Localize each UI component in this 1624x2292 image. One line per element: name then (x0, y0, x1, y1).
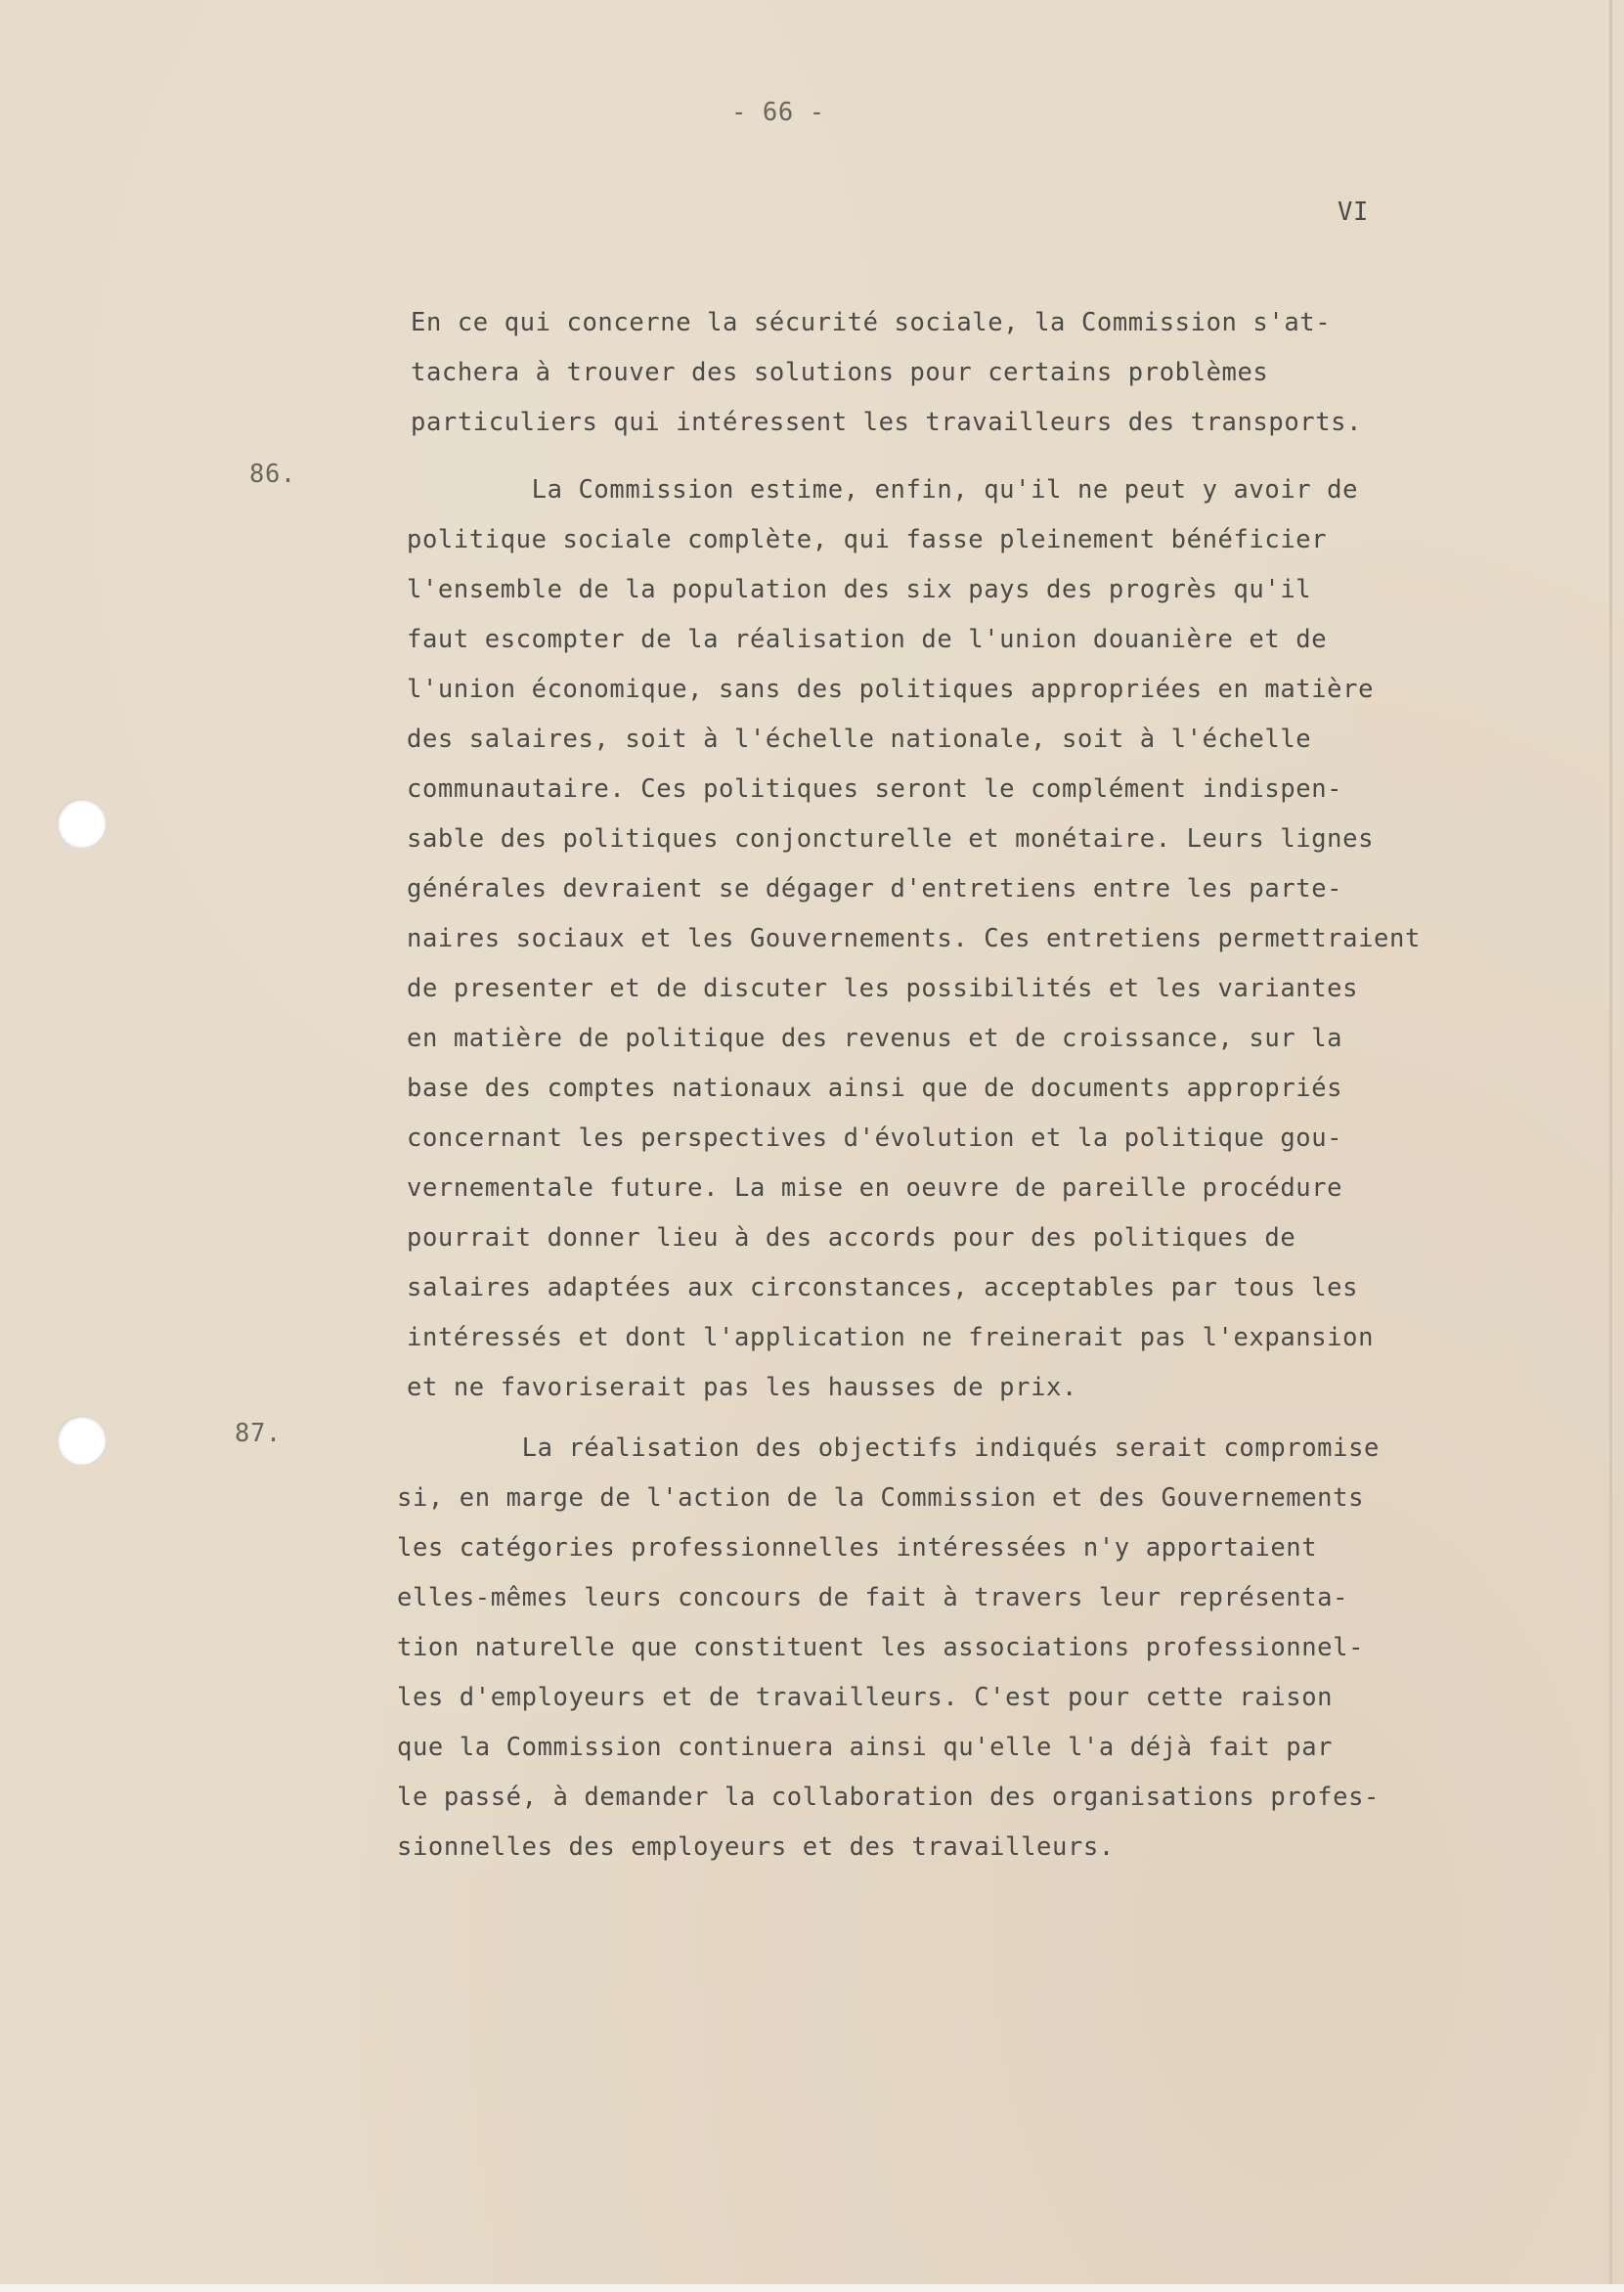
text-line: naires sociaux et les Gouvernements. Ces entretiens permettraient (407, 924, 1421, 953)
text-line: intéressés et dont l'application ne freinerait pas l'expansion (407, 1323, 1375, 1352)
text-line: sable des politiques conjoncturelle et monétaire. Leurs lignes (407, 824, 1375, 854)
text-line: générales devraient se dégager d'entretiens entre les parte- (407, 874, 1343, 904)
text-line: sionnelles des employeurs et des travailleurs. (397, 1832, 1115, 1862)
text-line: en matière de politique des revenus et de croissance, sur la (407, 1024, 1343, 1053)
text-line: La réalisation des objectifs indiqués serait compromise (397, 1433, 1380, 1463)
text-line: l'ensemble de la population des six pays des progrès qu'il (407, 575, 1312, 604)
paragraph-number-87: 87. (235, 1419, 282, 1448)
text-line: vernementale future. La mise en oeuvre de pareille procédure (407, 1173, 1343, 1203)
text-line: le passé, à demander la collaboration des organisations profes- (397, 1783, 1380, 1812)
text-line: des salaires, soit à l'échelle nationale, soit à l'échelle (407, 725, 1312, 754)
text-line: et ne favoriserait pas les hausses de prix. (407, 1373, 1077, 1402)
text-line: base des comptes nationaux ainsi que de documents appropriés (407, 1074, 1343, 1103)
text-line: En ce qui concerne la sécurité sociale, la Commission s'at- (411, 308, 1332, 337)
text-line: l'union économique, sans des politiques appropriées en matière (407, 675, 1375, 704)
section-mark: VI (1338, 198, 1369, 227)
text-line: si, en marge de l'action de la Commission et des Gouvernements (397, 1483, 1365, 1513)
text-line: concernant les perspectives d'évolution et la politique gou- (407, 1124, 1343, 1153)
text-line: particuliers qui intéressent les travailleurs des transports. (411, 408, 1363, 437)
text-line: tion naturelle que constituent les associations professionnel- (397, 1633, 1365, 1662)
text-line: La Commission estime, enfin, qu'il ne peut y avoir de (407, 475, 1359, 505)
punch-hole-top (57, 799, 106, 848)
text-line: que la Commission continuera ainsi qu'elle l'a déjà fait par (397, 1733, 1334, 1762)
paragraph-1 (411, 298, 1362, 448)
text-line: politique sociale complète, qui fasse pleinement bénéficier (407, 525, 1328, 554)
text-line: pourrait donner lieu à des accords pour des politiques de (407, 1223, 1296, 1253)
text-line: de presenter et de discuter les possibilités et les variantes (407, 974, 1359, 1003)
punch-hole-bottom (57, 1416, 106, 1465)
paragraph-87 (397, 1424, 1380, 1873)
text-line: tachera à trouver des solutions pour certains problèmes (411, 358, 1269, 387)
paragraph-number-86: 86. (249, 460, 296, 489)
text-line: salaires adaptées aux circonstances, acceptables par tous les (407, 1273, 1359, 1302)
text-line: les d'employeurs et de travailleurs. C'est pour cette raison (397, 1683, 1334, 1712)
text-line: communautaire. Ces politiques seront le complément indispen- (407, 774, 1343, 804)
text-line: elles-mêmes leurs concours de fait à travers leur représenta- (397, 1583, 1349, 1612)
text-line: les catégories professionnelles intéressées n'y apportaient (397, 1533, 1318, 1563)
text-line: faut escompter de la réalisation de l'union douanière et de (407, 625, 1328, 654)
paragraph-86 (407, 465, 1421, 1413)
page-number: - 66 - (731, 98, 825, 127)
scan-margin (0, 2284, 1624, 2292)
